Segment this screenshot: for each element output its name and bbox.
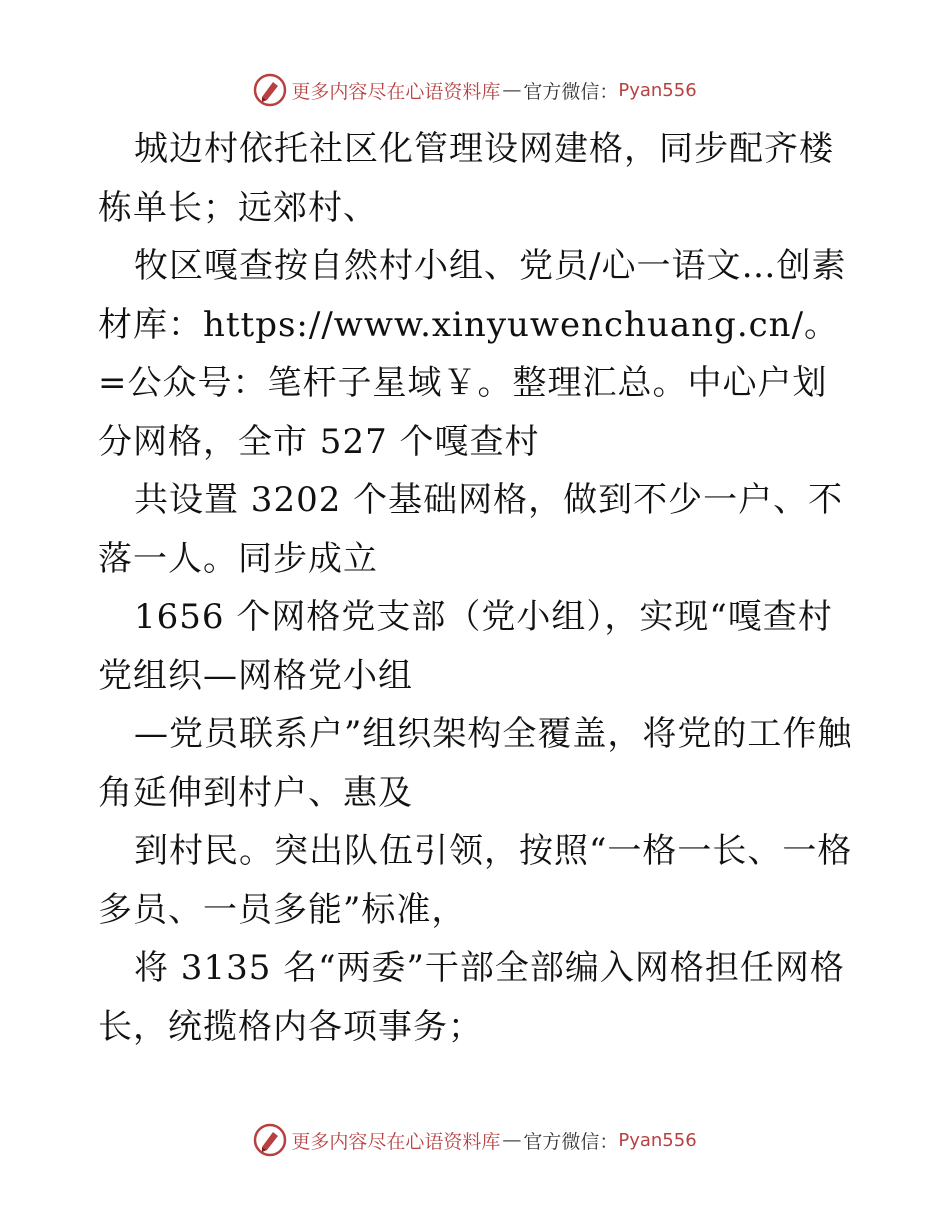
page-header-watermark xyxy=(0,70,950,110)
watermark-account: Pyan556 xyxy=(618,79,697,101)
logo-icon xyxy=(253,73,287,107)
paragraph: 1656 个网格党支部（党小组），实现“嘎查村党组织—网格党小组 xyxy=(98,597,833,696)
paragraph: 牧区嘎查按自然村小组、党员/心一语文…创素材库：https://www.xinyuwenchuang.cn/。=公众号：笔杆子星域￥。整理汇总。中心户划分网格，全市 527 个嘎查村 xyxy=(98,246,847,462)
paragraph: 将 3135 名“两委”干部全部编入网格担任网格长，统揽格内各项事务； xyxy=(98,948,845,1047)
watermark-separator: — xyxy=(502,1129,522,1151)
document-body xyxy=(98,120,858,1056)
watermark-text: 更多内容尽在心语资料库 xyxy=(291,1130,501,1153)
paragraph: 共设置 3202 个基础网格，做到不少一户、不落一人。同步成立 xyxy=(98,480,844,579)
paragraph: 到村民。突出队伍引领，按照“一格一长、一格多员、一员多能”标准， xyxy=(98,831,853,930)
watermark-label: 官方微信： xyxy=(523,1130,619,1153)
watermark-account: Pyan556 xyxy=(618,1129,697,1151)
paragraph: 城边村依托社区化管理设网建格，同步配齐楼栋单长；远郊村、 xyxy=(98,129,834,228)
watermark-separator: — xyxy=(502,79,522,101)
page-footer-watermark xyxy=(0,1120,950,1160)
logo-icon xyxy=(253,1123,287,1157)
watermark-text: 更多内容尽在心语资料库 xyxy=(291,80,501,103)
paragraph: —党员联系户”组织架构全覆盖，将党的工作触角延伸到村户、惠及 xyxy=(98,714,853,813)
watermark-label: 官方微信： xyxy=(523,80,619,103)
